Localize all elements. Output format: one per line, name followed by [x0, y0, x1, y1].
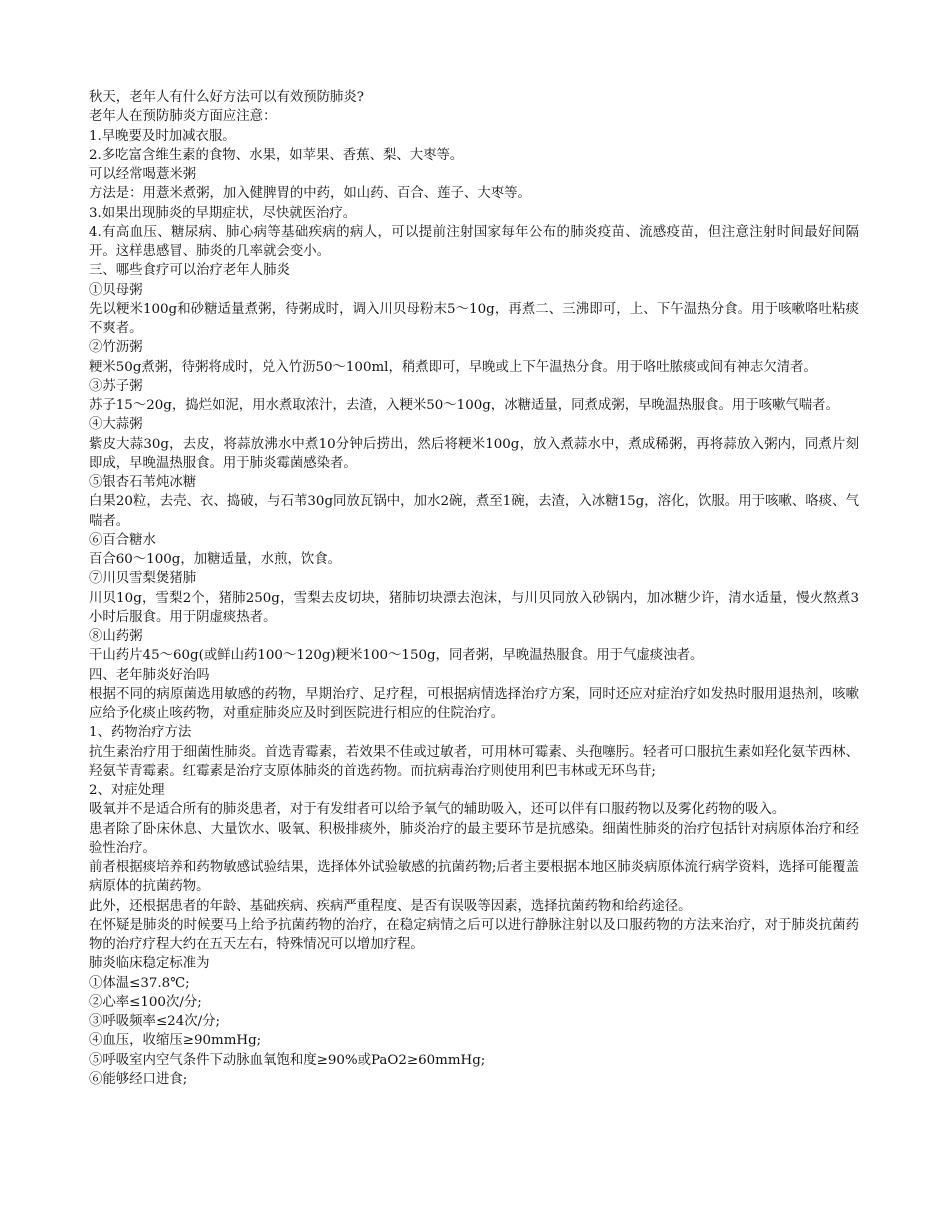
recipe-6-text: 百合60～100g，加糖适量，水煎，饮食。 — [89, 552, 342, 567]
recipe-3-title: ③苏子粥 — [89, 378, 143, 394]
barley-porridge-heading: 可以经常喝薏米粥 — [89, 167, 197, 182]
treatment-overview: 根据不同的病原菌选用敏感的药物，早期治疗、足疗程，可根据病情选择治疗方案，同时还应对症治疗如发热时服用退热剂，咳嗽应给予化痰止咳药物，对重症肺炎应及时到医院进行相应的住院治疗。 — [89, 686, 859, 721]
recipe-2-title: ②竹沥粥 — [89, 340, 143, 356]
section-heading-diet: 三、哪些食疗可以治疗老年人肺炎 — [89, 263, 290, 279]
recipe-6-title: ⑥百合糖水 — [89, 532, 156, 548]
criterion-oxygen-saturation: ⑤呼吸室内空气条件下动脉血氧饱和度≥90%或PaO2≥60mmHg; — [89, 1052, 486, 1068]
criterion-temperature: ①体温≤37.8℃; — [89, 975, 190, 991]
document-body — [89, 88, 859, 1089]
symptomatic-care: 患者除了卧床休息、大量饮水、吸氧、积极排痰外，肺炎治疗的最主要环节是抗感染。细菌性肺炎的治疗包括针对病原体治疗和经验性治疗。 — [89, 821, 859, 856]
subheading-drug-therapy: 1、药物治疗方法 — [89, 725, 192, 741]
recipe-5-title: ⑤银杏石苇炖冰糖 — [89, 475, 197, 490]
recipe-7-title: ⑦川贝雪梨煲猪肺 — [89, 571, 197, 587]
recipe-1-text: 先以粳米100g和砂糖适量煮粥，待粥成时，调入川贝母粉末5～10g，再煮二、三沸即可，上、下午温热分食。用于咳嗽咯吐粘痰不爽者。 — [89, 301, 859, 336]
drug-therapy-text: 抗生素治疗用于细菌性肺炎。首选青霉素，若效果不佳或过敏者，可用林可霉素、头孢噻肟。轻者可口服抗生素如羟化氨苄西林、羟氨苄青霉素。红霉素是治疗支原体肺炎的首选药物。而抗病毒治疗则使用利巴韦林或无环鸟苷; — [89, 744, 859, 779]
stability-criteria-heading: 肺炎临床稳定标准为 — [89, 956, 210, 972]
antibiotic-factors: 此外，还根据患者的年龄、基础疾病、疾病严重程度、是否有误吸等因素，选择抗菌药物和给药途径。 — [89, 898, 692, 914]
antibiotic-course: 在怀疑是肺炎的时候要马上给予抗菌药物的治疗，在稳定病情之后可以进行静脉注射以及口服药物的方法来治疗，对于肺炎抗菌药物的治疗疗程大约在五天左右，特殊情况可以增加疗程。 — [89, 917, 859, 952]
antibiotic-selection: 前者根据痰培养和药物敏感试验结果，选择体外试验敏感的抗菌药物;后者主要根据本地区肺炎病原体流行病学资料，选择可能覆盖病原体的抗菌药物。 — [89, 860, 859, 895]
prevention-item-2: 2.多吃富含维生素的食物、水果，如苹果、香蕉、梨、大枣等。 — [89, 147, 464, 163]
recipe-5-text: 白果20粒，去壳、衣、捣破，与石苇30g同放瓦锅中，加水2碗，煮至1碗，去渣，入冰糖15g，溶化，饮服。用于咳嗽、咯痰、气喘者。 — [89, 494, 859, 529]
criterion-heart-rate: ②心率≤100次/分; — [89, 994, 202, 1010]
recipe-1-title: ①贝母粥 — [89, 282, 143, 298]
title-question: 秋天，老年人有什么好方法可以有效预防肺炎? — [89, 90, 364, 105]
criterion-respiratory-rate: ③呼吸频率≤24次/分; — [89, 1014, 221, 1029]
recipe-4-text: 紫皮大蒜30g，去皮，将蒜放沸水中煮10分钟后捞出，然后将粳米100g，放入煮蒜水中，煮成稀粥，再将蒜放入粥内，同煮片刻即成，早晚温热服食。用于肺炎霉菌感染者。 — [89, 436, 859, 471]
recipe-7-text: 川贝10g，雪梨2个，猪肺250g，雪梨去皮切块，猪肺切块漂去泡沫，与川贝同放入砂锅内，加冰糖少许，清水适量，慢火熬煮3小时后服食。用于阴虚痰热者。 — [89, 590, 859, 625]
prevention-item-3: 3.如果出现肺炎的早期症状，尽快就医治疗。 — [89, 205, 357, 221]
recipe-8-text: 干山药片45～60g(或鲜山药100～120g)粳米100～150g，同者粥，早晚温热服食。用于气虚痰浊者。 — [89, 648, 704, 664]
criterion-blood-pressure: ④血压，收缩压≥90mmHg; — [89, 1033, 262, 1049]
prevention-intro: 老年人在预防肺炎方面应注意： — [89, 109, 277, 125]
subheading-symptomatic: 2、对症处理 — [89, 783, 165, 798]
prevention-item-4: 4.有高血压、糖尿病、肺心病等基础疾病的病人，可以提前注射国家每年公布的肺炎疫苗、流感疫苗，但注意注射时间最好间隔开。这样患感冒、肺炎的几率就会变小。 — [89, 224, 859, 259]
recipe-3-text: 苏子15～20g，捣烂如泥，用水煮取浓汁，去渣，入粳米50～100g，冰糖适量，同煮成粥，早晚温热服食。用于咳嗽气喘者。 — [89, 398, 839, 413]
symptomatic-oxygen: 吸氧并不是适合所有的肺炎患者，对于有发绀者可以给予氧气的辅助吸入，还可以伴有口服药物以及雾化药物的吸入。 — [89, 802, 786, 818]
recipe-2-text: 粳米50g煮粥，待粥将成时，兑入竹沥50～100ml，稍煮即可，早晚或上下午温热分食。用于咯吐脓痰或间有神志欠清者。 — [89, 359, 817, 375]
recipe-4-title: ④大蒜粥 — [89, 417, 143, 433]
recipe-8-title: ⑧山药粥 — [89, 629, 143, 644]
prevention-item-1: 1.早晚要及时加减衣服。 — [89, 128, 236, 144]
section-heading-treatment: 四、老年肺炎好治吗 — [89, 667, 210, 683]
criterion-oral-intake: ⑥能够经口进食; — [89, 1071, 188, 1087]
barley-porridge-method: 方法是：用薏米煮粥，加入健脾胃的中药，如山药、百合、莲子、大枣等。 — [89, 186, 531, 202]
